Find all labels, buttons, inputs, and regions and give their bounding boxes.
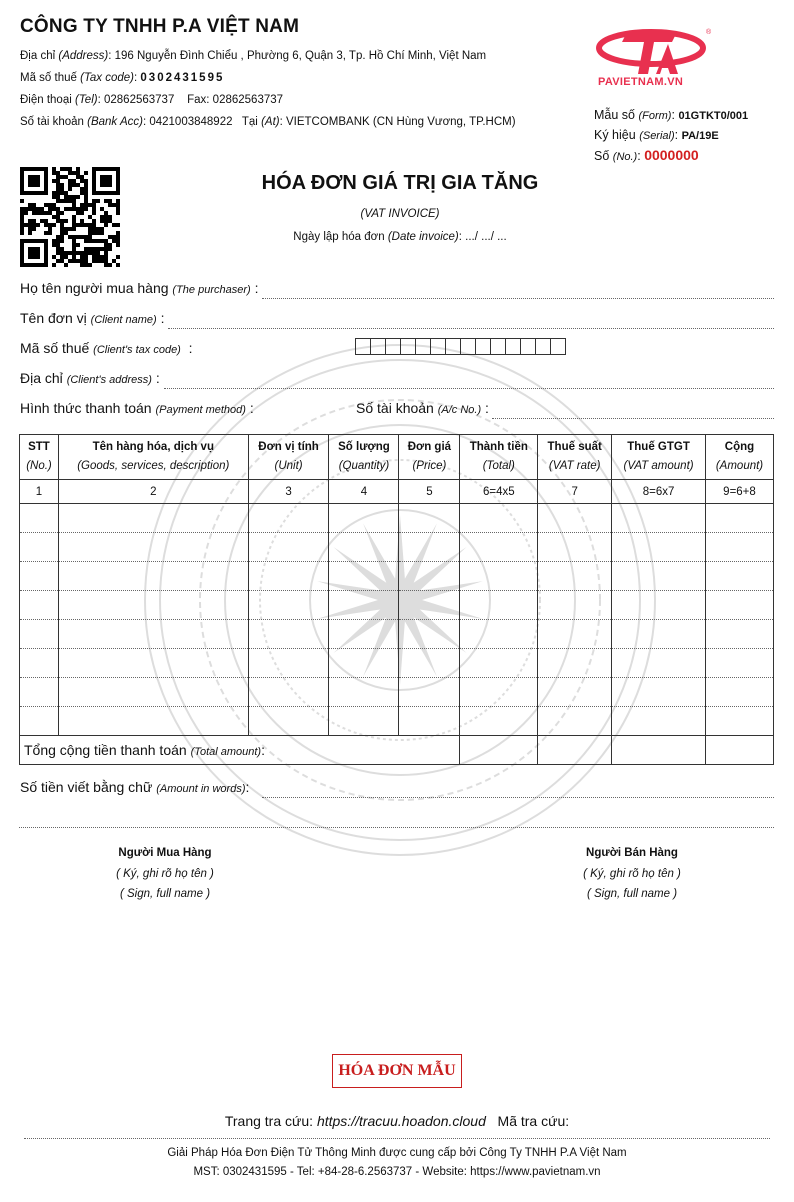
sample-stamp: HÓA ĐƠN MẪU bbox=[332, 1054, 462, 1088]
company-bank: Số tài khoản (Bank Acc): 0421003848922 Tại (At): VIETCOMBANK (CN Hùng Vương, TP.HCM) bbox=[20, 116, 516, 128]
svg-text:®: ® bbox=[706, 29, 712, 36]
client-tax-field: Mã số thuế (Client's tax code) : bbox=[20, 340, 193, 356]
footer-divider bbox=[24, 1138, 770, 1139]
footer-line-2: MST: 0302431595 - Tel: +84-28-6.2563737 - Website: https://www.pavietnam.vn bbox=[193, 1166, 601, 1178]
lookup-url[interactable]: https://tracuu.hoadon.cloud bbox=[316, 1113, 486, 1129]
lookup-info: Trang tra cứu: https://tracuu.hoadon.cloud Mã tra cứu: bbox=[224, 1113, 570, 1129]
client-address-field: Địa chỉ (Client's address) : bbox=[20, 370, 160, 386]
payment-method-field: Hình thức thanh toán (Payment method) : bbox=[20, 400, 254, 416]
account-number-input[interactable] bbox=[492, 418, 774, 419]
account-number-field: Số tài khoản (A/c No.) : bbox=[356, 400, 489, 416]
table-row[interactable] bbox=[20, 649, 774, 678]
col-header: Thành tiền (Total) bbox=[460, 435, 538, 480]
column-number: 2 bbox=[58, 480, 248, 504]
col-header: Số lượng (Quantity) bbox=[329, 435, 399, 480]
total-value bbox=[460, 736, 538, 765]
company-tax-code: Mã số thuế (Tax code): 0302431595 bbox=[20, 72, 225, 84]
table-row[interactable] bbox=[20, 562, 774, 591]
client-name-input[interactable] bbox=[168, 328, 774, 329]
company-phone: Điện thoại (Tel): 02862563737 Fax: 02862563737 bbox=[20, 94, 284, 106]
buyer-signature: Người Mua Hàng ( Ký, ghi rõ họ tên ) ( Sign, full name ) bbox=[116, 847, 214, 900]
total-row bbox=[20, 736, 774, 765]
form-number: Mẫu số (Form): 01GTKT0/001 bbox=[594, 108, 749, 122]
client-name-field: Tên đơn vị (Client name) : bbox=[20, 310, 165, 326]
column-number: 7 bbox=[538, 480, 612, 504]
serial-number: Ký hiệu (Serial): PA/19E bbox=[594, 128, 719, 142]
invoice-date: Ngày lập hóa đơn (Date invoice): .../ .../ ... bbox=[293, 231, 507, 243]
column-number: 3 bbox=[248, 480, 329, 504]
table-header bbox=[20, 435, 774, 480]
col-header: Tên hàng hóa, dịch vụ (Goods, services, description) bbox=[58, 435, 248, 480]
col-header: Đơn giá (Price) bbox=[399, 435, 460, 480]
company-name: CÔNG TY TNHH P.A VIỆT NAM bbox=[20, 16, 300, 37]
purchaser-field: Họ tên người mua hàng (The purchaser) : bbox=[20, 280, 259, 296]
amount-in-words-field: Số tiền viết bằng chữ (Amount in words): bbox=[20, 779, 250, 795]
column-number: 4 bbox=[329, 480, 399, 504]
client-address-input[interactable] bbox=[164, 388, 774, 389]
col-header: Cộng (Amount) bbox=[705, 435, 773, 480]
table-row[interactable] bbox=[20, 504, 774, 533]
logo-text: PAVIETNAM.VN bbox=[598, 76, 684, 88]
table-row[interactable] bbox=[20, 678, 774, 707]
col-header: STT (No.) bbox=[20, 435, 59, 480]
col-header: Đơn vị tính (Unit) bbox=[248, 435, 329, 480]
table-row[interactable] bbox=[20, 707, 774, 736]
column-number: 1 bbox=[20, 480, 59, 504]
column-number: 6=4x5 bbox=[460, 480, 538, 504]
column-number-row bbox=[20, 480, 774, 504]
invoice-title: HÓA ĐƠN GIÁ TRỊ GIA TĂNG bbox=[261, 172, 539, 194]
seller-signature: Người Bán Hàng ( Ký, ghi rõ họ tên ) ( Sign, full name ) bbox=[583, 847, 681, 900]
table-row[interactable] bbox=[20, 533, 774, 562]
amount-in-words-line2[interactable] bbox=[19, 827, 774, 828]
table-row[interactable] bbox=[20, 620, 774, 649]
column-number: 8=6x7 bbox=[612, 480, 706, 504]
total-label: Tổng cộng tiền thanh toán (Total amount): bbox=[20, 736, 460, 765]
qr-code-icon bbox=[20, 167, 120, 267]
column-number: 9=6+8 bbox=[705, 480, 773, 504]
invoice-subtitle: (VAT INVOICE) bbox=[360, 208, 440, 220]
purchaser-input[interactable] bbox=[262, 298, 774, 299]
footer-line-1: Giải Pháp Hóa Đơn Điện Tử Thông Minh được cung cấp bởi Công Ty TNHH P.A Việt Nam bbox=[167, 1147, 627, 1159]
company-address: Địa chỉ (Address): 196 Nguyễn Đình Chiểu , Phường 6, Quận 3, Tp. Hồ Chí Minh, Việt Nam bbox=[20, 50, 487, 62]
col-header: Thuế GTGT (VAT amount) bbox=[612, 435, 706, 480]
items-table bbox=[19, 434, 774, 765]
client-tax-boxes[interactable] bbox=[355, 338, 566, 354]
col-header: Thuế suất (VAT rate) bbox=[538, 435, 612, 480]
amount-in-words-input[interactable] bbox=[262, 797, 774, 798]
table-row[interactable] bbox=[20, 591, 774, 620]
invoice-number: Số (No.): 0000000 bbox=[594, 147, 699, 163]
column-number: 5 bbox=[399, 480, 460, 504]
